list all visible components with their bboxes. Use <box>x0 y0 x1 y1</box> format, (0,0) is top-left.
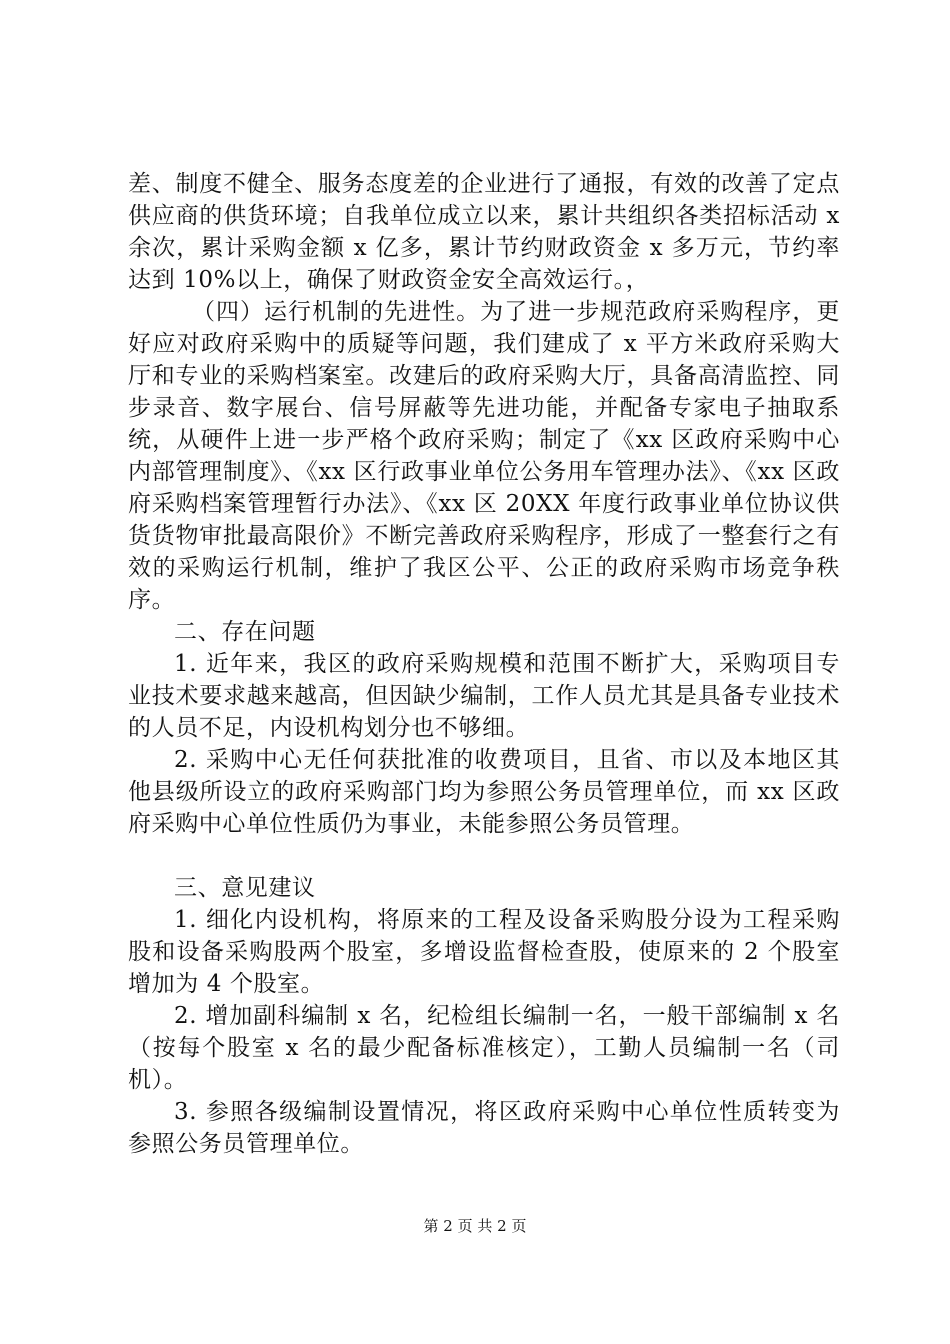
paragraph-procurement-results: 差、制度不健全、服务态度差的企业进行了通报，有效的改善了定点供应商的供货环境；自我单位成立以来，累计共组织各类招标活动 x 余次，累计采购金额 x 亿多，累计节约财政资金 x 多万元，节约率达到 10%以上，确保了财政资金安全高效运行。， <box>128 171 840 293</box>
paragraph-suggestion-3: 3. 参照各级编制设置情况，将区政府采购中心单位性质转变为参照公务员管理单位。 <box>128 1099 840 1157</box>
page-number-footer: 第 2 页 共 2 页 <box>423 1217 527 1235</box>
paragraph-suggestion-1: 1. 细化内设机构，将原来的工程及设备采购股分设为工程采购股和设备采购股两个股室，多增设监督检查股，使原来的 2 个股室增加为 4 个股室。 <box>128 907 840 997</box>
document-body <box>128 168 840 1160</box>
paragraph-problem-1: 1. 近年来，我区的政府采购规模和范围不断扩大，采购项目专业技术要求越来越高，但因缺少编制，工作人员尤其是具备专业技术的人员不足，内设机构划分也不够细。 <box>128 651 840 741</box>
paragraph-problem-2: 2. 采购中心无任何获批准的收费项目，且省、市以及本地区其他县级所设立的政府采购部门均为参照公务员管理单位，而 xx 区政府采购中心单位性质仍为事业，未能参照公务员管理。 <box>128 747 840 837</box>
heading-suggestions: 三、意见建议 <box>174 875 316 901</box>
blank-line <box>128 840 840 872</box>
heading-existing-problems: 二、存在问题 <box>174 619 316 645</box>
paragraph-operating-mechanism: （四）运行机制的先进性。为了进一步规范政府采购程序，更好应对政府采购中的质疑等问题，我们建成了 x 平方米政府采购大厅和专业的采购档案室。改建后的政府采购大厅，具备高清监控、同步录音、数字展台、信号屏蔽等先进功能，并配备专家电子抽取系统，从硬件上进一步严格个政府采购；制定了《xx 区政府采购中心内部管理制度》、《xx 区行政事业单位公务用车管理办法》、《xx 区政府采购档案管理暂行办法》、《xx 区 20XX 年度行政事业单位协议供货货物审批最高限价》不断完善政府采购程序，形成了一整套行之有效的采购运行机制，维护了我区公平、公正的政府采购市场竞争秩序。 <box>128 299 840 613</box>
paragraph-suggestion-2: 2. 增加副科编制 x 名，纪检组长编制一名，一般干部编制 x 名（按每个股室 x 名的最少配备标准核定），工勤人员编制一名（司机）。 <box>128 1003 840 1093</box>
